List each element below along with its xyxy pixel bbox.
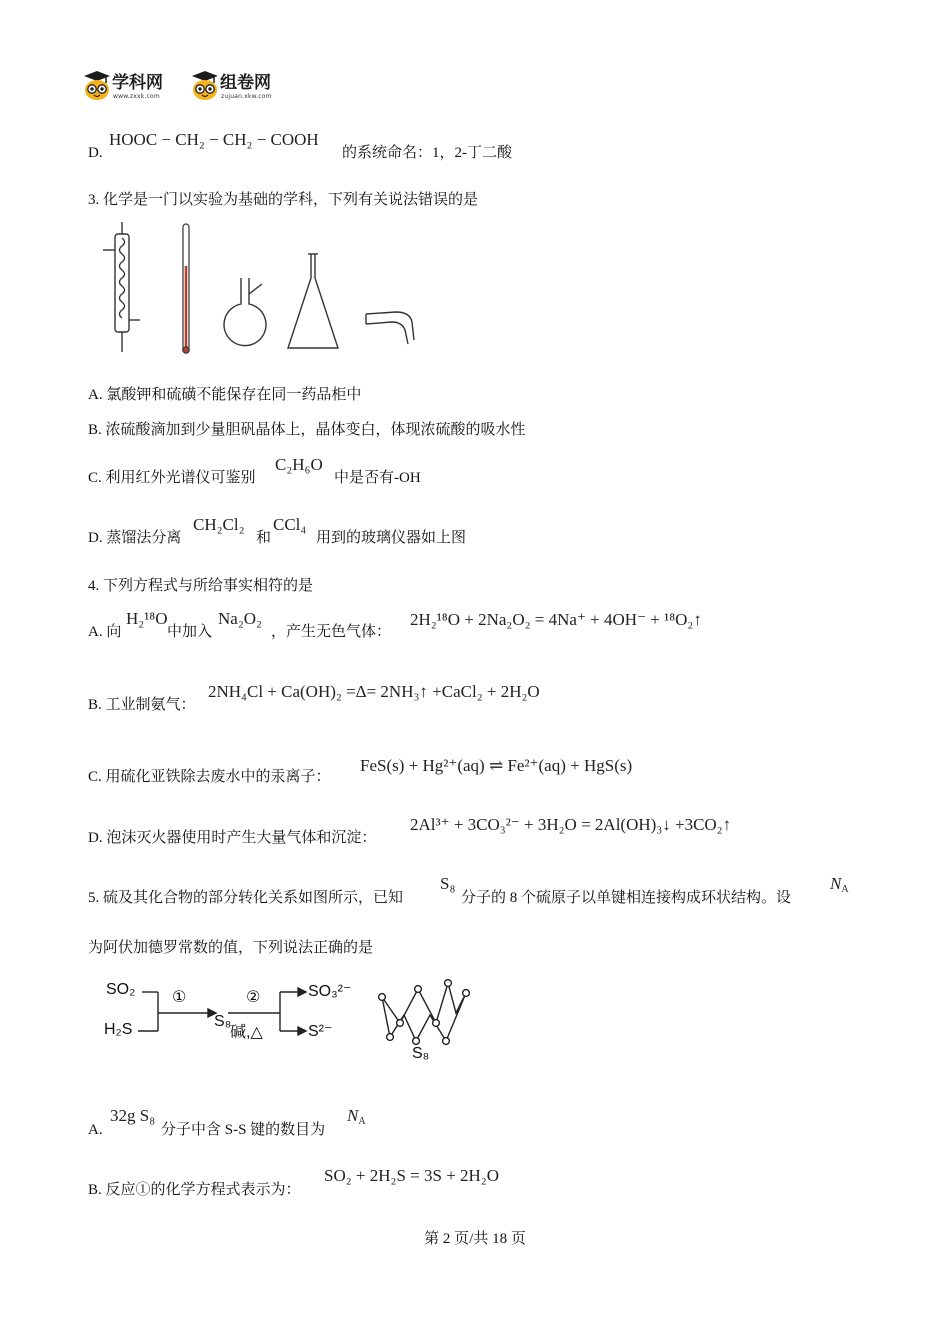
q4-optD-pre: D. 泡沫灭火器使用时产生大量气体和沉淀： — [88, 830, 377, 846]
q2-optD-text: 的系统命名：1，2-丁二酸 — [342, 145, 512, 161]
logo2-text: 组卷网 — [220, 73, 271, 93]
logo2-url: zujuan.xkw.com — [221, 93, 272, 100]
diagram-h2s: H₂S — [104, 1021, 133, 1038]
q4-optD-eq: 2Al³⁺ + 3CO₃²⁻ + 3H₂O = 2Al(OH)₃↓ +3CO₂↑ — [410, 815, 732, 834]
adapter-icon — [366, 312, 414, 344]
q4-optA-f2: Na₂O₂ — [218, 609, 262, 628]
q4-optC-pre: C. 用硫化亚铁除去废水中的汞离子： — [88, 769, 331, 785]
q4-optA-eq: 2H₂¹⁸O + 2Na₂O₂ = 4Na⁺ + 4OH⁻ + ¹⁸O₂↑ — [410, 610, 702, 629]
q4-optA-post: ，产生无色气体： — [271, 624, 392, 640]
q5-optA-mid: 分子中含 S-S 键的数目为 — [161, 1122, 326, 1138]
q5-optA-na-subscript: A — [358, 1116, 366, 1127]
q5-optA-na-symbol: N — [347, 1106, 359, 1125]
q5-na-subscript: A — [841, 884, 849, 895]
q5-optA-pre: A. — [88, 1122, 103, 1138]
owl-logo-icon — [192, 71, 218, 101]
diagram-condition: 碱,△ — [230, 1024, 263, 1041]
thermometer-icon — [183, 224, 189, 353]
q5-stem-na — [830, 873, 849, 901]
q3-optD-pre: D. 蒸馏法分离 — [88, 530, 182, 546]
q3-optB: B. 浓硫酸滴加到少量胆矾晶体上，晶体变白，体现浓硫酸的吸水性 — [88, 422, 526, 438]
q4-optA-mid: 中加入 — [167, 624, 213, 640]
q4-optC-eq: FeS(s) + Hg²⁺(aq) ⇌ Fe²⁺(aq) + HgS(s) — [360, 756, 633, 775]
q2-optD-label: D. — [88, 145, 103, 161]
conical-flask-icon — [288, 254, 338, 348]
condenser-icon — [103, 222, 140, 352]
q3-glassware-figure — [96, 220, 426, 360]
diagram-so2: SO₂ — [106, 981, 136, 998]
q2-optD-formula-text: HOOC − CH₂ − CH₂ − COOH — [109, 130, 319, 149]
diagram-s2: S²⁻ — [308, 1023, 333, 1040]
diagram-step1: ① — [172, 989, 187, 1006]
q3-optD-post: 用到的玻璃仪器如上图 — [316, 530, 467, 546]
q4-stem: 4. 下列方程式与所给事实相符的是 — [88, 578, 314, 594]
diagram-ring-label: S₈ — [412, 1045, 430, 1062]
q3-optC-pre: C. 利用红外光谱仪可鉴别 — [88, 470, 256, 486]
q4-optA-pre: A. 向 — [88, 624, 122, 640]
q4-optB-eq: 2NH₄Cl + Ca(OH)₂ =Δ= 2NH₃↑ +CaCl₂ + 2H₂O — [208, 682, 540, 701]
q3-optC-post: 中是否有-OH — [334, 470, 421, 486]
s8-ring-icon — [379, 980, 470, 1045]
owl-logo-icon — [84, 71, 110, 101]
logo1-url: www.zxxk.com — [113, 93, 160, 100]
q2-optD-formula — [109, 129, 319, 151]
q5-reaction-diagram — [100, 975, 480, 1070]
q5-stem-f1: S₈ — [440, 874, 456, 893]
page-number: 第 2 页/共 18 页 — [424, 1231, 526, 1247]
q5-optA-formula: 32g S₈ — [110, 1106, 156, 1125]
distilling-flask-icon — [224, 278, 266, 346]
diagram-s8: S₈ — [214, 1013, 232, 1030]
diagram-so3: SO₃²⁻ — [308, 983, 352, 1000]
logo1-text: 学科网 — [112, 73, 163, 93]
q5-na-symbol: N — [830, 874, 842, 893]
q5-stem-pre: 5. 硫及其化合物的部分转化关系如图所示，已知 — [88, 890, 404, 906]
q3-stem: 3. 化学是一门以实验为基础的学科，下列有关说法错误的是 — [88, 192, 479, 208]
q3-optD-f2: CCl₄ — [273, 515, 307, 534]
q3-optD-mid: 和 — [256, 530, 272, 546]
diagram-step2: ② — [246, 989, 261, 1006]
q4-optB-pre: B. 工业制氨气： — [88, 697, 196, 713]
header-logos — [84, 70, 294, 104]
q4-optA-f1: H₂¹⁸O — [126, 609, 168, 628]
q3-optC-formula: C₂H₆O — [275, 455, 323, 474]
q5-optB-eq: SO₂ + 2H₂S = 3S + 2H₂O — [324, 1166, 500, 1185]
q5-stem-line2: 为阿伏加德罗常数的值，下列说法正确的是 — [88, 940, 374, 956]
q5-optA-na — [347, 1105, 366, 1133]
q5-optB-pre: B. 反应①的化学方程式表示为： — [88, 1182, 301, 1198]
q3-optD-f1: CH₂Cl₂ — [193, 515, 245, 534]
q5-stem-mid: 分子的 8 个硫原子以单键相连接构成环状结构。设 — [461, 890, 792, 906]
q3-optA: A. 氯酸钾和硫磺不能保存在同一药品柜中 — [88, 387, 362, 403]
